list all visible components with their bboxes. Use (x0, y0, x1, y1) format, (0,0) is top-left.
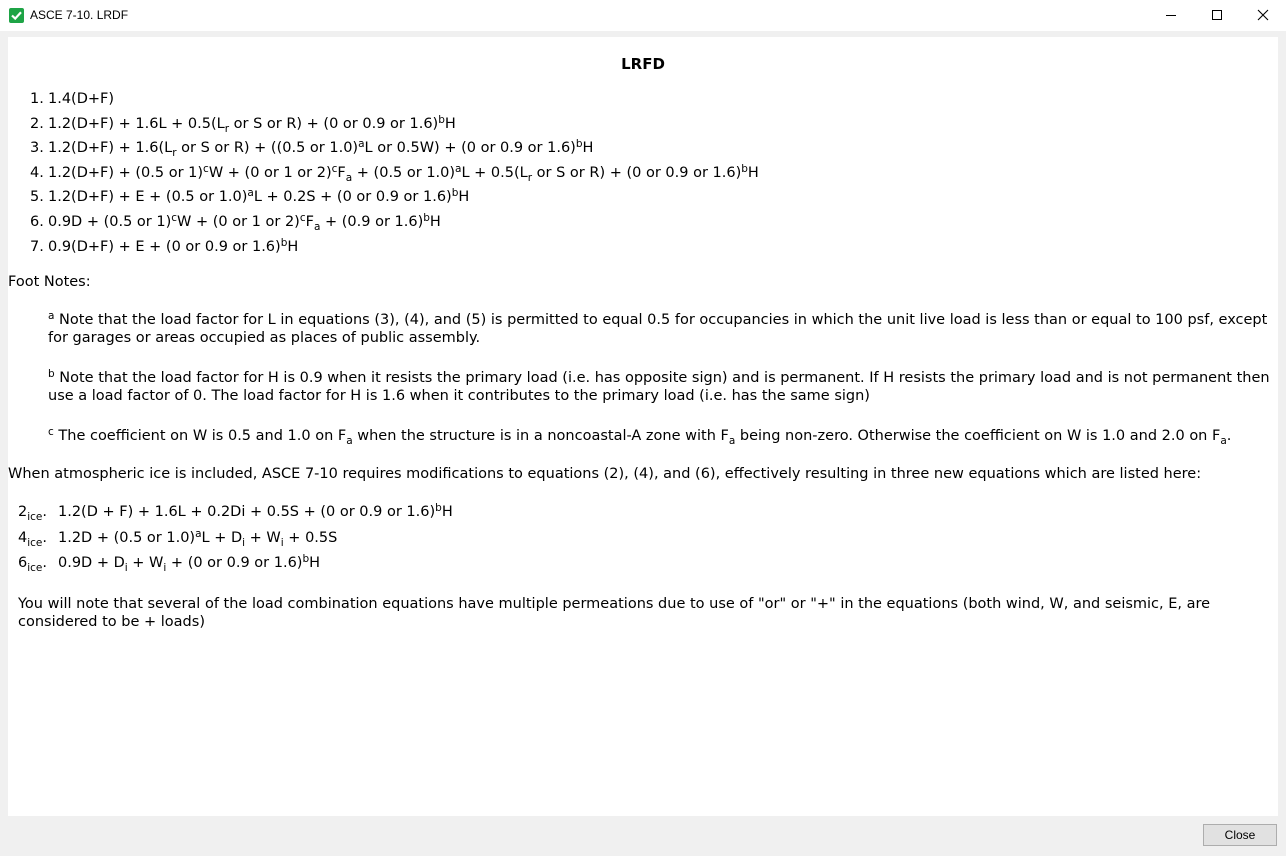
equation-item (30, 139, 759, 164)
check-icon (9, 8, 24, 23)
equation-number: 7. (30, 238, 44, 255)
equation-item (30, 188, 759, 213)
ice-intro-text: When atmospheric ice is included, ASCE 7-10 requires modifications to equations (2), (4), and (6), effectively resulting in three new equations which are listed here: (8, 466, 1202, 482)
title-bar (0, 0, 1286, 31)
equation-text: 1.2(D+F) + (0.5 or 1)$^c$W + (0 or 1 or $2)^cF_a + (0.5$ or $1.0)^aL + 0.5(L_r$ or S or R) + (0 or 0.9 or 1.6)$^b$H (48, 162, 759, 184)
equation-text: 0.9D + (0.5 or 1)$^c$W + (0 or 1 or $2)^cF_a + (0.9$ or 1.6)$^b$H (48, 211, 441, 233)
footnote-a (48, 311, 1278, 347)
equation-item (30, 238, 759, 263)
minimize-button[interactable] (1148, 0, 1194, 31)
maximize-icon (1211, 9, 1223, 21)
footnote-text: Note that the load factor for L in equations (3), (4), and (5) is permitted to equal 0.5 for occupancies in which the unit live load is less than or equal to 100 psf, except for garages or areas occupied as places of public assembly. (48, 312, 1268, 346)
equation-number: 5. (30, 189, 44, 206)
ice-equation-list (18, 503, 453, 580)
equation-item (30, 164, 759, 189)
document-panel (8, 37, 1278, 816)
equation-text: 1.2(D+F) + E + (0.5 or 1.0)$^a$L + 0.2S + (0 or 0.9 or 1.6)$^b$H (48, 187, 470, 206)
equation-item (30, 90, 759, 115)
equation-number: 1. (30, 91, 44, 107)
equation-list (30, 90, 759, 262)
minimize-icon (1165, 9, 1177, 21)
ice-equation-text: $0.9D + D_i + W_i + (0$ or 0.9 or 1.6)$^b$H (58, 553, 321, 574)
close-icon (1257, 9, 1269, 21)
closing-paragraph: You will note that several of the load combination equations have multiple permeations due to use of "or" or "+" in the equations (both wind, W, and seismic, E, are considered to be + loads) (18, 596, 1211, 630)
ice-equation-item (18, 554, 453, 580)
equation-number: 2. (30, 115, 44, 132)
footnote-text: Note that the load factor for H is 0.9 when it resists the primary load (i.e. has opposite sign) and is permanent. If H resists the primary load and is not permanent then use a load factor of 0. The load factor for H is 1.6 when it contributes to the primary load (i.e. has the same sign) (48, 370, 1270, 404)
ice-equation-text: 1.2(D + F) + 1.6L + 0.2Di + 0.5S + (0 or 0.9 or 1.6)$^b$H (58, 502, 453, 520)
ice-equation-item (18, 529, 453, 555)
equation-text: $1.2(D+F) + 1.6(L_r$ or S or R) + ((0.5 or 1.0)$^a$L or 0.5W) + (0 or 0.9 or 1.6)$^b$H (48, 138, 594, 160)
footnote-text: The coefficient on W is 0.5 and 1.0 on $F_a$ when the structure is in a noncoastal-A zone with $F_a$ being non-zero. Otherwise the coefficient on W is 1.0 and 2.0 on $F_a$. (53, 428, 1232, 447)
ice-equation-label: $4_{ice}$. (18, 529, 47, 549)
equation-item (30, 115, 759, 140)
footnote-b (48, 369, 1278, 405)
ice-equation-label: $2_{ice}$. (18, 504, 47, 523)
equation-number: 6. (30, 213, 44, 230)
equation-text: 0.9(D+F) + E + (0 or 0.9 or 1.6)$^b$H (48, 236, 299, 255)
document-heading: LRFD (621, 55, 665, 73)
equation-item (30, 213, 759, 238)
ice-equation-item (18, 503, 453, 529)
close-window-button[interactable] (1240, 0, 1286, 31)
equation-number: 4. (30, 164, 44, 181)
close-button[interactable]: Close (1203, 824, 1277, 846)
equation-text: 1.4(D+F) (48, 91, 115, 107)
footnotes-title: Foot Notes: (8, 274, 91, 290)
maximize-button[interactable] (1194, 0, 1240, 31)
footnote-c (48, 427, 1278, 445)
equation-number: 3. (30, 140, 44, 157)
ice-equation-label: $6_{ice}$. (18, 555, 47, 574)
equation-text: $1.2(D+F) + 1.6L + 0.5(L_r$ or S or R) + (0 or 0.9 or 1.6)$^b$H (48, 113, 456, 135)
ice-equation-text: 1.2D + (0.5 or $1.0)^aL + D_i + W_i + 0.5S$ (58, 527, 338, 549)
footnote-mark: a (48, 310, 55, 322)
footnote-mark: c (48, 426, 54, 438)
window-title: ASCE 7-10. LRDF (30, 8, 129, 22)
footnote-mark: b (48, 368, 55, 380)
